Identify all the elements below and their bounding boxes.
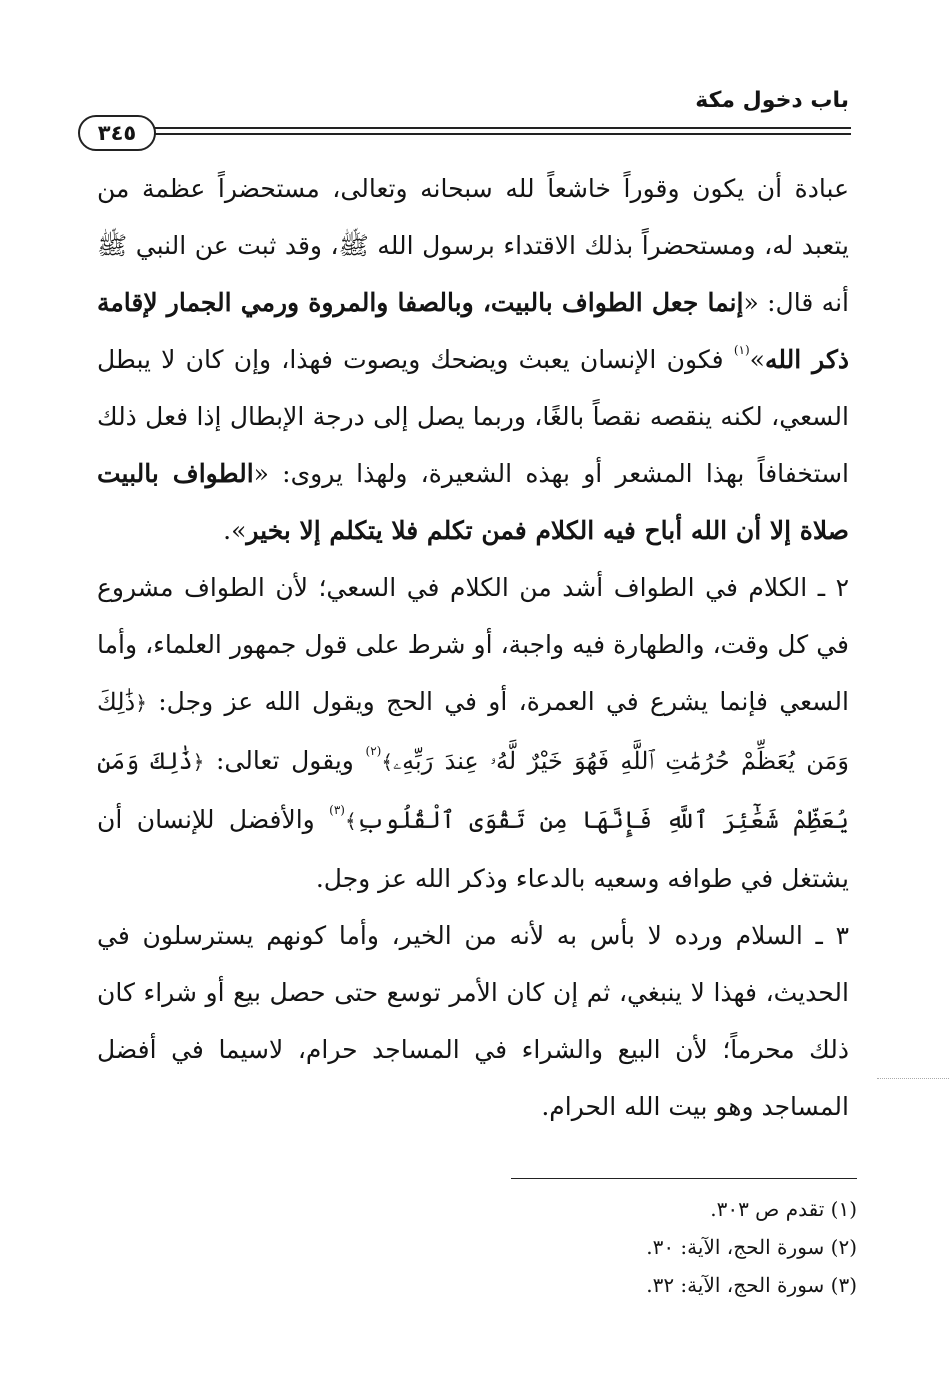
margin-dots	[877, 1078, 949, 1079]
footnote-ref-1: (١)	[733, 343, 750, 357]
quran-bracket-open-1: ﴿	[135, 691, 147, 715]
p1-text-3: فكون الإنسان يعبث ويضحك ويصوت فهذا، وإن كان لا يبطل السعي، لكنه ينقصه نقصاً بالغًا، وربما يصل إلى درجة الإبطال إذا فعل ذلك استخفافاً بهذا المشعر أو بهذه الشعيرة، ولهذا يروى: «	[97, 345, 850, 488]
p2-text-2: ويقول تعالى:	[204, 746, 366, 775]
footnote-1: (١) تقدم ص ٣٠٣.	[710, 1197, 857, 1221]
p1-text-2: »	[749, 345, 765, 374]
paragraph-1	[97, 160, 849, 559]
header-rule-bottom	[150, 133, 851, 135]
footnote-3: (٣) سورة الحج، الآية: ٣٢.	[646, 1273, 857, 1297]
footnote-ref-3: (٣)	[329, 803, 345, 817]
paragraph-3: ٣ ـ السلام ورده لا بأس به لأنه من الخير، وأما كونهم يسترسلون في الحديث، فهذا لا ينبغي، ثم إن كان الأمر توسع حتى حصل بيع أو شراء كان ذلك محرماً؛ لأن البيع والشراء في المساجد حرام، لاسيما في أفضل المساجد وهو بيت الله الحرام.	[97, 921, 849, 1121]
p1-text-4: ».	[223, 516, 247, 545]
header-rule-top	[150, 127, 851, 129]
paragraph-2	[97, 559, 849, 907]
quran-verse-2: ذَٰلِكَ وَمَن يُعَظِّمْ شَعَٰٓئِرَ ٱللَّهِ فَإِنَّهَا مِن تَقْوَى ٱلْقُلُوبِ	[97, 747, 849, 834]
quran-verse-1: ذَٰلِكَ وَمَن يُعَظِّمْ حُرُمَٰتِ ٱللَّهِ فَهُوَ خَيْرٌ لَّهُۥ عِندَ رَبِّهِۦ	[97, 688, 849, 775]
p2-text-1: ٢ ـ الكلام في الطواف أشد من الكلام في السعي؛ لأن الطواف مشروع في كل وقت، والطهارة فيه واجبة، أو شرط على قول جمهور العلماء، وأما السعي فإنما يشرع في العمرة، أو في الحج ويقول الله عز وجل:	[97, 573, 849, 716]
p2-text-3: والأفضل للإنسان أن يشتغل في طوافه وسعيه بالدعاء وذكر الله عز وجل.	[97, 805, 849, 893]
footnote-ref-2: (٢)	[365, 744, 382, 758]
hadith-2: الطواف بالبيت صلاة إلا أن الله أباح فيه الكلام فمن تكلم فلا يتكلم إلا بخير	[97, 459, 849, 545]
quran-bracket-open-2: ﴿	[192, 750, 205, 774]
footnote-2: (٢) سورة الحج، الآية: ٣٠.	[646, 1235, 857, 1259]
p1-text-1: عبادة أن يكون وقوراً خاشعاً لله سبحانه وتعالى، مستحضراً عظمة من يتعبد له، ومستحضراً بذلك الاقتداء برسول الله ﷺ، وقد ثبت عن النبي ﷺ أنه قال: «	[97, 174, 849, 317]
footnotes	[257, 1190, 857, 1304]
page-number: ٣٤٥	[78, 115, 156, 151]
running-head: باب دخول مكة	[695, 88, 849, 113]
body-text	[97, 160, 849, 1135]
quran-bracket-close-2: ﴾	[344, 809, 357, 833]
footnote-separator	[511, 1178, 857, 1179]
hadith-1: إنما جعل الطواف بالبيت، وبالصفا والمروة ورمي الجمار لإقامة ذكر الله	[97, 288, 849, 374]
quran-bracket-close-1: ﴾	[381, 750, 394, 774]
